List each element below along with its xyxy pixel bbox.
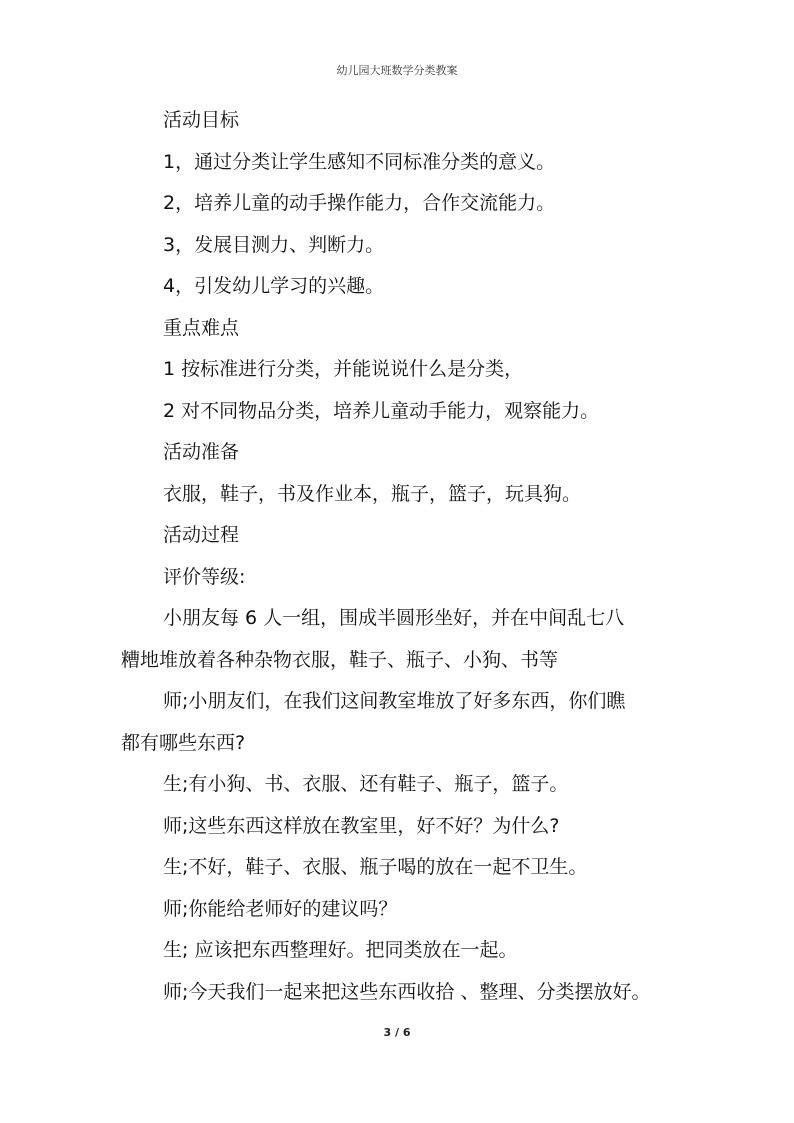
dialogue-line: 师;你能给老师好的建议吗？ xyxy=(163,897,398,920)
paragraph-line: 小朋友每 6 人一组，围成半圆形坐好，并在中间乱七八 xyxy=(163,607,625,629)
goal-item: 4，引发幼儿学习的兴趣。 xyxy=(163,275,385,297)
section-heading-process: 活动过程 xyxy=(163,524,240,546)
dialogue-line: 师;这些东西这样放在教室里，好不好？为什么? xyxy=(163,814,560,837)
dialogue-line: 生;有小狗、书、衣服、还有鞋子、瓶子，篮子。 xyxy=(163,773,569,795)
key-point-item: 2 对不同物品分类，培养儿童动手能力，观察能力。 xyxy=(163,399,600,422)
evaluation-label: 评价等级: xyxy=(163,565,246,588)
key-point-item: 1 按标准进行分类，并能说说什么是分类， xyxy=(163,358,524,380)
goal-item: 2，培养儿童的动手操作能力，合作交流能力。 xyxy=(163,192,556,214)
preparation-text: 衣服，鞋子，书及作业本，瓶子，篮子，玩具狗。 xyxy=(163,482,582,505)
section-heading-preparation: 活动准备 xyxy=(163,441,240,463)
dialogue-line: 都有哪些东西? xyxy=(121,731,246,754)
page-number: 3 / 6 xyxy=(383,1026,411,1039)
document-body xyxy=(121,100,681,1013)
dialogue-line: 师;今天我们一起来把这些东西收拾 、整理、分类摆放好。 xyxy=(163,980,651,1003)
dialogue-line: 生; 应该把东西整理好。把同类放在一起。 xyxy=(163,939,518,961)
section-heading-goals: 活动目标 xyxy=(163,109,240,131)
section-heading-key-points: 重点难点 xyxy=(163,316,240,339)
goal-item: 3，发展目测力、判断力。 xyxy=(163,233,385,256)
goal-item: 1，通过分类让学生感知不同标准分类的意义。 xyxy=(163,150,556,173)
dialogue-line: 师;小朋友们，在我们这间教室堆放了好多东西，你们瞧 xyxy=(163,690,626,712)
paragraph-line: 糟地堆放着各种杂物衣服，鞋子、瓶子、小狗、书等 xyxy=(121,648,559,671)
dialogue-line: 生;不好，鞋子、衣服、瓶子喝的放在一起不卫生。 xyxy=(163,856,588,878)
page-header: 幼儿园大班数学分类教案 xyxy=(336,64,458,77)
